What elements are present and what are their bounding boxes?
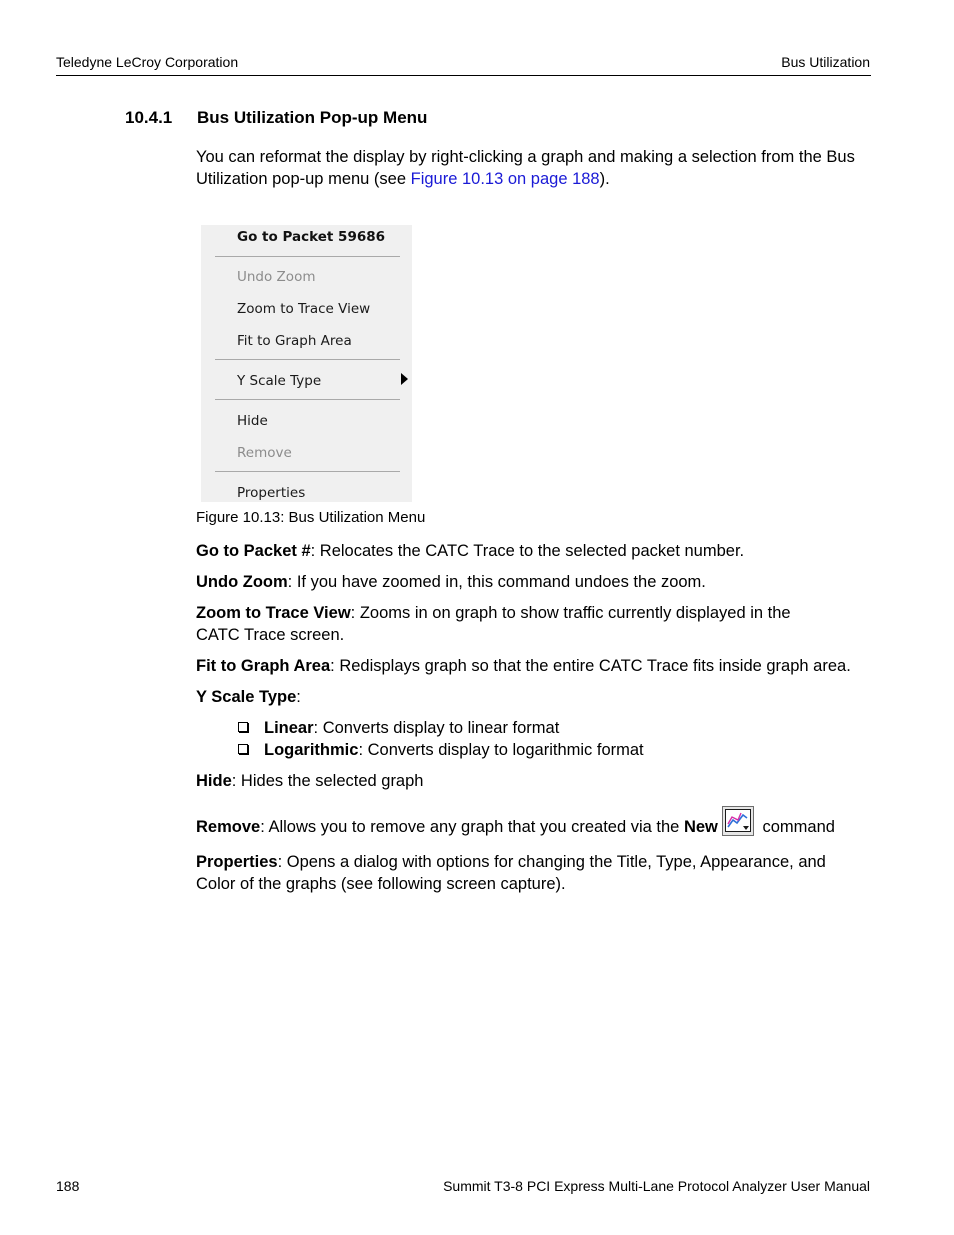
definition-zoom-to-trace-view xyxy=(196,602,826,646)
definition-undo-zoom xyxy=(196,571,866,593)
definition-hide xyxy=(196,770,866,792)
term: Fit to Graph Area xyxy=(196,657,331,675)
term: Properties xyxy=(196,853,278,871)
section-heading xyxy=(125,108,427,128)
section-title: Bus Utilization Pop-up Menu xyxy=(197,108,428,127)
term: Remove xyxy=(196,818,261,836)
menu-separator xyxy=(215,399,400,400)
menu-item-undo-zoom[interactable]: Undo Zoom xyxy=(237,269,316,285)
definition-go-to-packet xyxy=(196,540,866,562)
header-rule xyxy=(56,75,871,76)
term: Undo Zoom xyxy=(196,573,288,591)
intro-text-before: You can reformat the display by right-clicking a graph and making a selection from the Bus Utilization pop-up menu (see xyxy=(196,148,855,188)
description: : Zooms in on graph to show traffic currently displayed in the CATC Trace screen. xyxy=(196,604,791,644)
bullet-logarithmic xyxy=(238,739,644,761)
menu-separator xyxy=(215,471,400,472)
new-label: New xyxy=(683,818,718,836)
term: Logarithmic xyxy=(264,741,359,759)
term: Zoom to Trace View xyxy=(196,604,351,622)
description: : Converts display to linear format xyxy=(313,719,560,737)
term: Y Scale Type xyxy=(196,688,297,706)
definition-fit-to-graph-area xyxy=(196,655,896,677)
definition-y-scale-type xyxy=(196,686,866,708)
menu-item-y-scale-type[interactable]: Y Scale Type xyxy=(237,373,322,389)
definition-remove xyxy=(196,806,876,838)
figure-caption: Figure 10.13: Bus Utilization Menu xyxy=(196,509,426,526)
intro-text-after: ). xyxy=(599,170,610,188)
definition-properties xyxy=(196,851,856,895)
bus-utilization-popup-menu xyxy=(201,225,412,502)
menu-separator xyxy=(215,359,400,360)
intro-paragraph xyxy=(196,146,866,190)
footer-title: Summit T3-8 PCI Express Multi-Lane Protocol Analyzer User Manual xyxy=(443,1178,870,1194)
menu-item-zoom-to-trace-view[interactable]: Zoom to Trace View xyxy=(237,301,371,317)
submenu-arrow-icon xyxy=(401,373,408,385)
description: : Opens a dialog with options for changing the Title, Type, Appearance, and Color of the graphs (see following screen capture). xyxy=(196,853,826,893)
checkbox-bullet-icon xyxy=(238,722,248,732)
menu-separator xyxy=(215,256,400,257)
term: Hide xyxy=(196,772,232,790)
description-end: command xyxy=(757,818,835,836)
description: : Allows you to remove any graph that you created via the xyxy=(260,818,684,836)
menu-item-go-to-packet[interactable]: Go to Packet 59686 xyxy=(237,229,386,245)
description: : Hides the selected graph xyxy=(231,772,424,790)
checkbox-bullet-icon xyxy=(238,744,248,754)
term: Go to Packet # xyxy=(196,542,311,560)
description: : Relocates the CATC Trace to the selected packet number. xyxy=(310,542,745,560)
new-graph-icon xyxy=(722,806,754,836)
description: : Converts display to logarithmic format xyxy=(358,741,644,759)
menu-item-hide[interactable]: Hide xyxy=(237,413,268,429)
figure-link[interactable]: Figure 10.13 on page 188 xyxy=(410,170,600,188)
description: : Redisplays graph so that the entire CATC Trace fits inside graph area. xyxy=(330,657,851,675)
header-left: Teledyne LeCroy Corporation xyxy=(56,54,239,70)
menu-item-remove[interactable]: Remove xyxy=(237,445,292,461)
description: : xyxy=(296,688,301,706)
header-right: Bus Utilization xyxy=(781,54,870,70)
bullet-linear xyxy=(238,717,559,739)
description: : If you have zoomed in, this command undoes the zoom. xyxy=(287,573,706,591)
menu-item-properties[interactable]: Properties xyxy=(237,485,306,501)
menu-item-fit-to-graph-area[interactable]: Fit to Graph Area xyxy=(237,333,352,349)
page-number: 188 xyxy=(56,1178,80,1194)
section-number: 10.4.1 xyxy=(125,108,173,127)
term: Linear xyxy=(264,719,314,737)
